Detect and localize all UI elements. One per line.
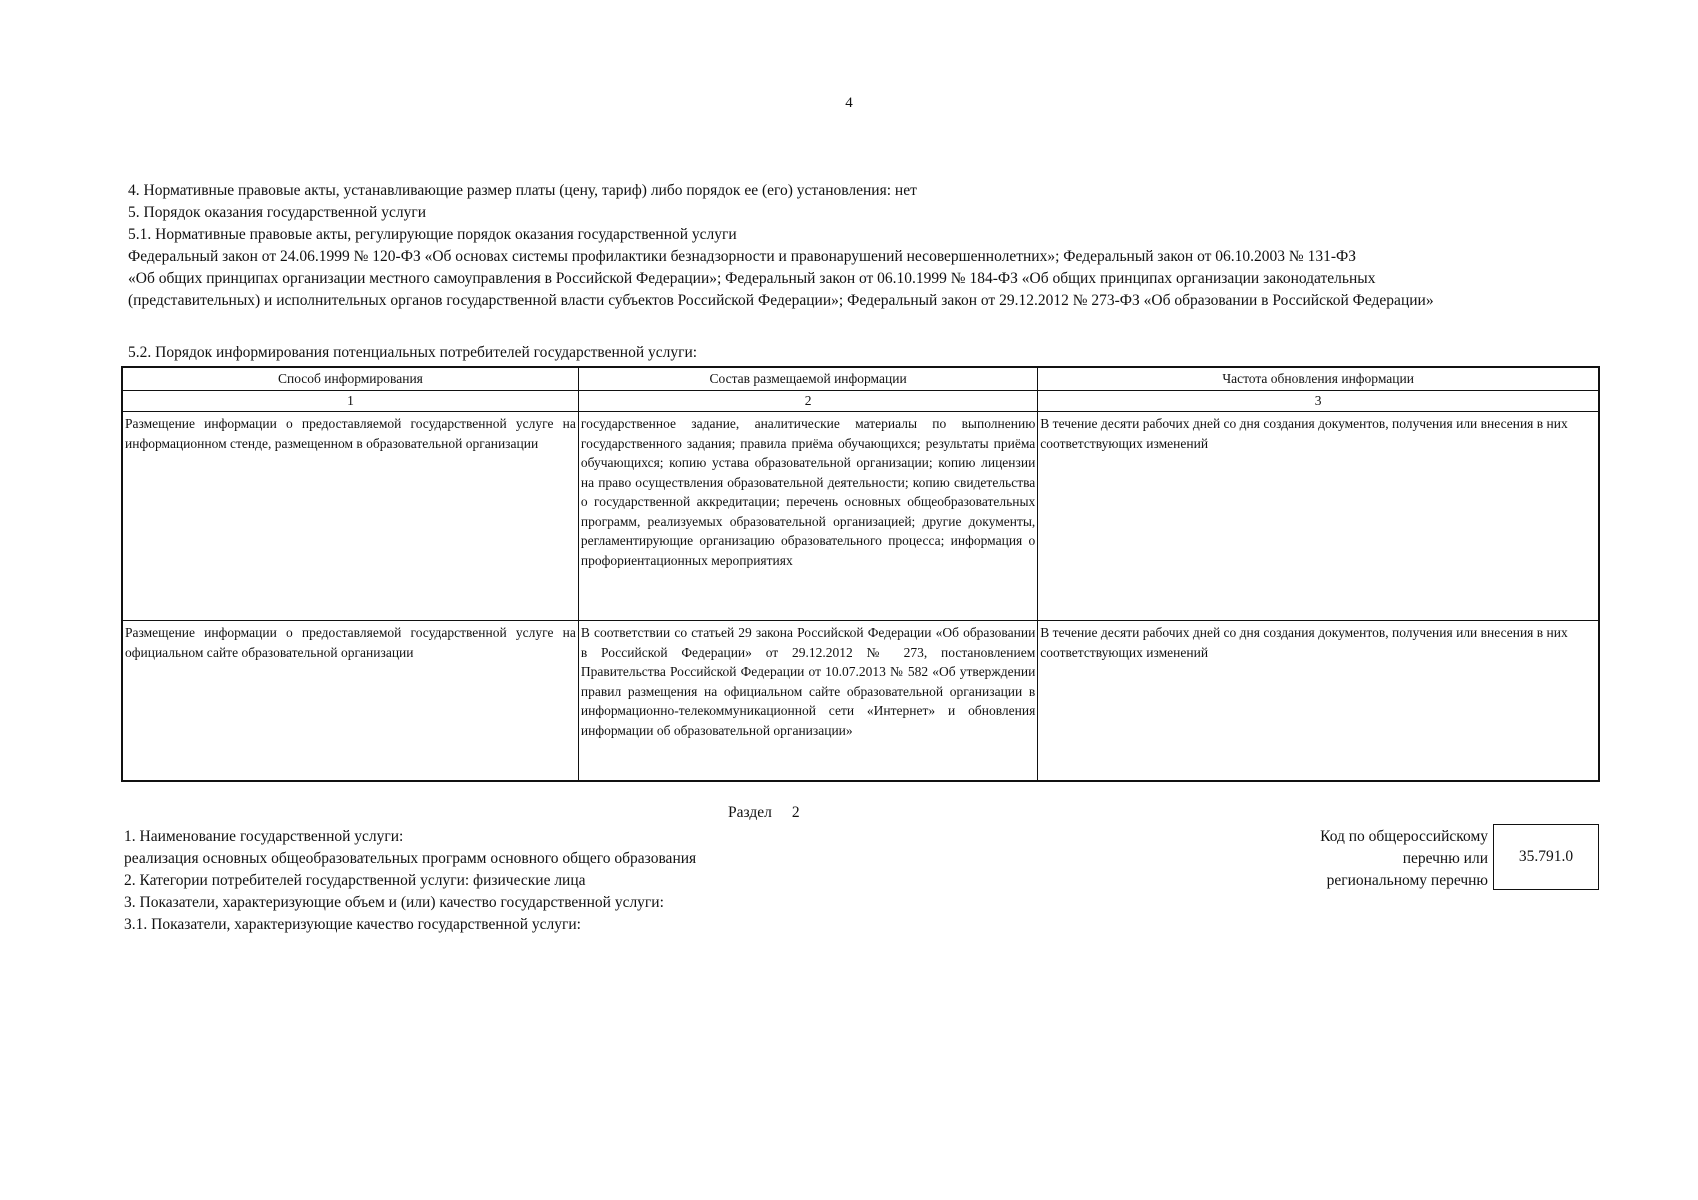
table-header-row [122, 367, 1599, 391]
table-row [122, 621, 1599, 782]
service-name-value: реализация основных общеобразовательных программ основного общего образования [124, 850, 697, 867]
section-5-text [128, 180, 1608, 312]
legal-acts-line-2: «Об общих принципах организации местного самоуправления в Российской Федерации»; Федеральный закон от 06.10.1999 № 184-ФЗ «Об общих принципах организации законодательных [128, 270, 1376, 287]
section-label: Раздел [728, 804, 772, 821]
legal-acts-line-1: Федеральный закон от 24.06.1999 № 120-ФЗ «Об основах системы профилактики безнадзорности и правонарушений несовершеннолетних»; Федеральный закон от 06.10.2003 № 131-ФЗ [128, 248, 1356, 265]
quality-indicators-heading: 3.1. Показатели, характеризующие качество государственной услуги: [124, 916, 581, 933]
legal-acts-line-3: (представительных) и исполнительных органов государственной власти субъектов Российской Федерации»; Федеральный закон от 29.12.2012 № 273-ФЗ «Об образовании в Российской Федерации» [128, 292, 1434, 309]
code-label [1240, 826, 1488, 892]
cell-method: Размещение информации о предоставляемой государственной услуге на информационном стенде, размещенном в образовательной организации [122, 412, 578, 621]
section-heading [728, 804, 800, 822]
indicators-heading: 3. Показатели, характеризующие объем и (или) качество государственной услуги: [124, 894, 664, 911]
header-content: Состав размещаемой информации [578, 367, 1037, 391]
cell-frequency: В течение десяти рабочих дней со дня создания документов, получения или внесения в них соответствующих изменений [1038, 621, 1599, 782]
cell-content: В соответствии со статьей 29 закона Российской Федерации «Об образовании в Российской Федерации» от 29.12.2012 № 273, постановлением Правительства Российской Федерации от 10.07.2013 № 582 «Об утверждении правил размещения на официальном сайте образовательной организации в информационно-телекоммуникационной сети «Интернет» и обновления информации об образовательной организации» [578, 621, 1037, 782]
consumer-categories: 2. Категории потребителей государственной услуги: физические лица [124, 872, 586, 889]
clause-5: 5. Порядок оказания государственной услуги [128, 204, 426, 221]
info-table-title: 5.2. Порядок информирования потенциальных потребителей государственной услуги: [128, 344, 698, 361]
section-2-text [124, 826, 696, 936]
code-label-line: региональному перечню [1326, 872, 1488, 889]
section-number: 2 [791, 804, 800, 821]
clause-4: 4. Нормативные правовые акты, устанавливающие размер платы (цену, тариф) либо порядок ее (его) установления: нет [128, 182, 917, 199]
column-number: 2 [578, 391, 1037, 412]
code-label-line: перечню или [1402, 850, 1488, 867]
clause-5-1: 5.1. Нормативные правовые акты, регулирующие порядок оказания государственной услуги [128, 226, 737, 243]
service-name-label: 1. Наименование государственной услуги: [124, 828, 404, 845]
cell-frequency: В течение десяти рабочих дней со дня создания документов, получения или внесения в них соответствующих изменений [1038, 412, 1599, 621]
code-value: 35.791.0 [1518, 848, 1574, 865]
header-method: Способ информирования [122, 367, 578, 391]
column-number: 1 [122, 391, 578, 412]
header-frequency: Частота обновления информации [1038, 367, 1599, 391]
page-number: 4 [845, 95, 853, 111]
column-number-row [122, 391, 1599, 412]
table-row [122, 412, 1599, 621]
code-label-line: Код по общероссийскому [1320, 828, 1488, 845]
cell-method: Размещение информации о предоставляемой государственной услуге на официальном сайте образовательной организации [122, 621, 578, 782]
cell-content: государственное задание, аналитические материалы по выполнению государственного задания; правила приёма обучающихся; результаты приёма обучающихся; копию устава образовательной организации; копию лицензии на право осуществления образовательной деятельности; копию свидетельства о государственной аккредитации; перечень основных общеобразовательных программ, реализуемых образовательной организацией; другие документы, регламентирующие организацию образовательного процесса; информация о профориентационных мероприятиях [578, 412, 1037, 621]
code-value-box [1493, 824, 1599, 890]
column-number: 3 [1038, 391, 1599, 412]
info-table [121, 366, 1600, 782]
